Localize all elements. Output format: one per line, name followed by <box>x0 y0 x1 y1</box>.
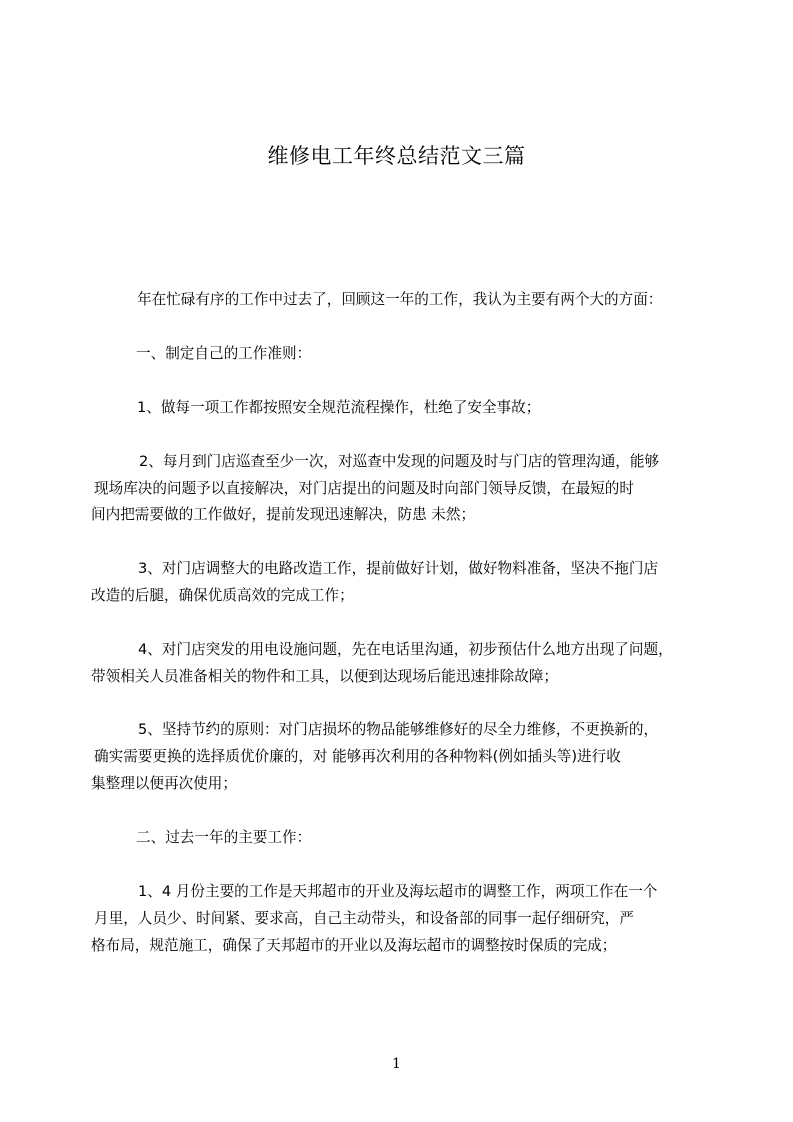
work-item-1-line-3: 格布局，规范施工，确保了天邦超市的开业以及海坛超市的调整按时保质的完成； <box>91 937 617 954</box>
list-item-1: 1、做每一项工作都按照安全规范流程操作，杜绝了安全事故； <box>137 399 541 416</box>
work-item-1-line-2: 月里，人员少、时间紧、要求高，自己主动带头，和设备部的同事一起仔细研究，严 <box>94 910 634 927</box>
list-item-2-line-2: 现场库决的问题予以直接解决，对门店提出的问题及时向部门领导反馈，在最短的时 <box>94 480 634 497</box>
section-heading-2: 二、过去一年的主要工作： <box>136 829 312 846</box>
list-item-5-line-2: 确实需要更换的选择质优价廉的，对 能够再次利用的各种物料(例如插头等)进行收 <box>94 748 621 765</box>
list-item-3-line-1: 3、对门店调整大的电路改造工作，提前做好计划，做好物料准备，坚决不拖门店 <box>138 560 659 577</box>
list-item-4-line-2: 带领相关人员准备相关的物件和工具，以便到达现场后能迅速排除故障； <box>91 668 559 685</box>
document-title: 维修电工年终总结范文三篇 <box>267 144 526 168</box>
list-item-5-line-3: 集整理以便再次使用； <box>91 775 237 792</box>
work-item-1-line-1: 1、4 月份主要的工作是天邦超市的开业及海坛超市的调整工作，两项工作在一个 <box>138 883 658 900</box>
list-item-3-line-2: 改造的后腿，确保优质高效的完成工作； <box>91 587 354 604</box>
list-item-2-line-1: 2、每月到门店巡查至少一次，对巡查中发现的问题及时与门店的管理沟通，能够 <box>139 453 660 470</box>
list-item-4-line-1: 4、对门店突发的用电设施问题，先在电话里沟通，初步预估什么地方出现了问题， <box>138 641 673 658</box>
list-item-5-line-1: 5、坚持节约的原则：对门店损坏的物品能够维修好的尽全力维修，不更换新的， <box>138 721 659 738</box>
paragraph-intro: 年在忙碌有序的工作中过去了，回顾这一年的工作，我认为主要有两个大的方面： <box>137 291 663 308</box>
section-heading-1: 一、制定自己的工作准则： <box>136 345 312 362</box>
page-number: 1 <box>392 1056 401 1072</box>
list-item-2-line-3: 间内把需要做的工作做好，提前发现迅速解决，防患 未然； <box>91 506 476 523</box>
